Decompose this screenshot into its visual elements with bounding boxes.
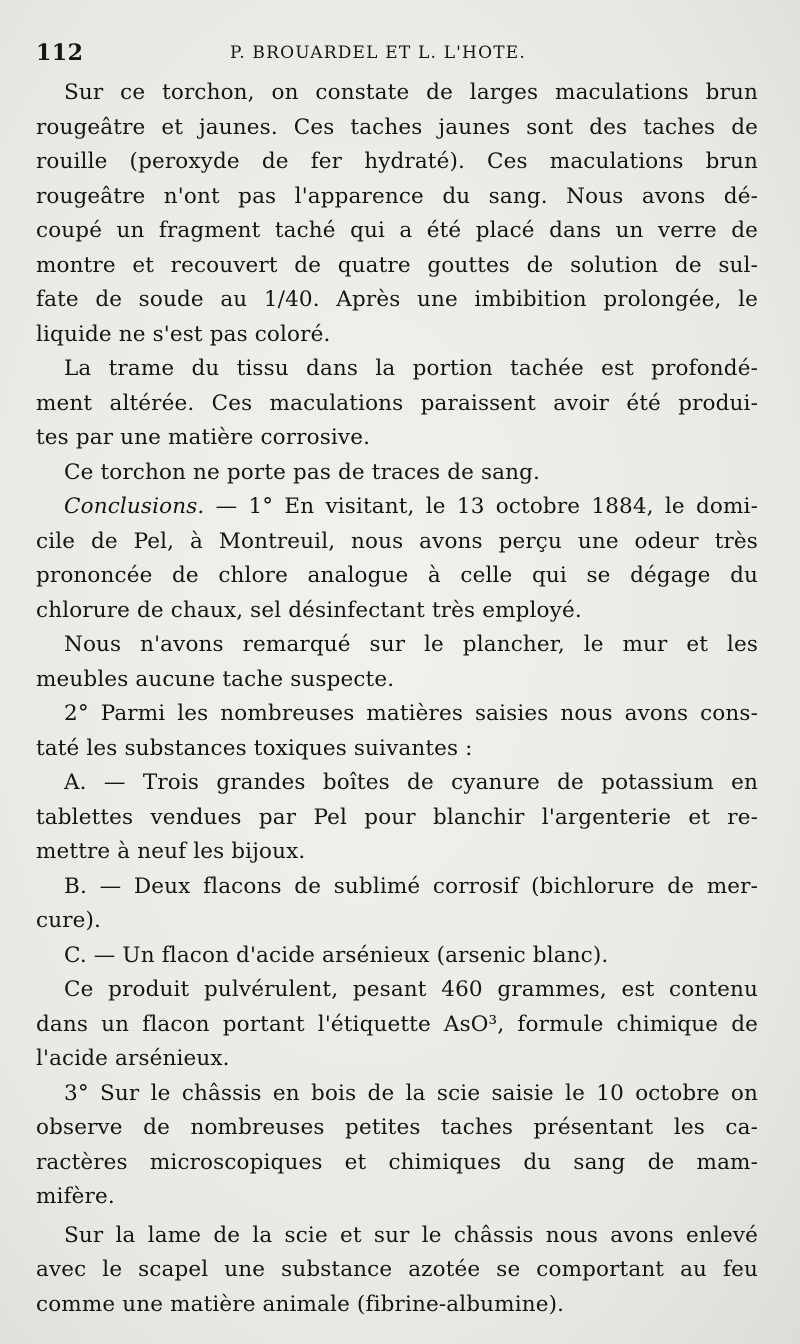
text-line	[36, 1111, 758, 1146]
text-line-content: chlorure de chaux, sel désinfectant très employé.	[36, 597, 582, 623]
text-line-content: coupé un fragment taché qui a été placé dans un verre de	[36, 218, 758, 243]
text-line	[36, 456, 758, 491]
page-number: 112	[36, 40, 84, 66]
text-line-content: A. — Trois grandes boîtes de cyanure de potassium en	[64, 770, 758, 795]
text-line-content: l'acide arsénieux.	[36, 1046, 230, 1071]
text-line	[36, 490, 758, 525]
page-header	[36, 40, 760, 70]
text-line-content: — 1° En visitant, le 13 octobre 1884, le domi-	[204, 494, 758, 519]
text-line-content: comme une matière animale (fibrine-albumine).	[36, 1291, 565, 1317]
text-line-content: prononcée de chlore analogue à celle qui se dégage du	[36, 563, 758, 588]
text-line	[36, 939, 758, 974]
text-line	[36, 1008, 758, 1043]
text-line-content: avec le scapel une substance azotée se comportant au feu	[36, 1257, 758, 1282]
text-line	[36, 835, 758, 870]
text-line	[36, 249, 758, 284]
text-line	[36, 318, 758, 353]
text-line	[36, 628, 758, 663]
text-line	[36, 1288, 758, 1323]
text-line-content: 3° Sur le châssis en bois de la scie saisie le 10 octobre on	[64, 1080, 758, 1106]
text-line-content: taté les substances toxiques suivantes :	[36, 735, 473, 761]
text-line	[36, 1042, 758, 1077]
text-line-content: mifère.	[36, 1184, 115, 1209]
text-line	[36, 1253, 758, 1288]
text-line-content: ractères microscopiques et chimiques du sang de mam-	[36, 1149, 758, 1175]
text-line-content: mettre à neuf les bijoux.	[36, 839, 306, 864]
text-line	[36, 1077, 758, 1112]
text-line	[36, 214, 758, 249]
text-line-content: rouille (peroxyde de fer hydraté). Ces maculations brun	[36, 149, 758, 174]
text-line-content: 2° Parmi les nombreuses matières saisies nous avons cons-	[64, 701, 758, 726]
text-line-content: dans un flacon portant l'étiquette AsO³, formule chimique de	[36, 1011, 758, 1037]
text-line	[36, 111, 758, 146]
text-line	[36, 352, 758, 387]
italic-heading: Conclusions.	[64, 494, 205, 519]
text-line-content: Ce produit pulvérulent, pesant 460 grammes, est contenu	[64, 977, 758, 1002]
text-line	[36, 525, 758, 560]
text-line-content: tes par une matière corrosive.	[36, 425, 371, 450]
text-line-content: meubles aucune tache suspecte.	[36, 666, 395, 692]
text-line	[36, 1180, 758, 1215]
text-line	[36, 766, 758, 801]
text-line-content: observe de nombreuses petites taches présentant les ca-	[36, 1115, 758, 1140]
text-line-content: fate de soude au 1/40. Après une imbibition prolongée, le	[36, 287, 758, 312]
text-line	[36, 283, 758, 318]
running-head: P. BROUARDEL ET L. L'HOTE.	[230, 43, 526, 63]
body-text	[36, 76, 758, 1322]
text-line	[36, 870, 758, 905]
text-line	[36, 76, 758, 111]
text-line-content: Sur la lame de la scie et sur le châssis nous avons enlevé	[64, 1222, 758, 1248]
text-line-content: cure).	[36, 908, 102, 933]
text-line-content: Sur ce torchon, on constate de larges maculations brun	[64, 80, 758, 105]
text-line	[36, 559, 758, 594]
text-line-content: Ce torchon ne porte pas de traces de sang.	[64, 459, 541, 485]
text-line	[36, 387, 758, 422]
text-line	[36, 421, 758, 456]
text-line-content: B. — Deux flacons de sublimé corrosif (bichlorure de mer-	[64, 873, 758, 899]
text-line-content: liquide ne s'est pas coloré.	[36, 321, 331, 347]
text-line	[36, 663, 758, 698]
text-line	[36, 1219, 758, 1254]
text-line-content: rougeâtre et jaunes. Ces taches jaunes sont des taches de	[36, 114, 758, 140]
text-line	[36, 904, 758, 939]
text-line-content: Nous n'avons remarqué sur le plancher, le mur et les	[64, 632, 758, 657]
text-line-content: cile de Pel, à Montreuil, nous avons perçu une odeur très	[36, 528, 758, 554]
text-line	[36, 145, 758, 180]
text-line-content: rougeâtre n'ont pas l'apparence du sang. Nous avons dé-	[36, 183, 758, 209]
text-line	[36, 732, 758, 767]
text-line-content: montre et recouvert de quatre gouttes de solution de sul-	[36, 252, 758, 278]
text-line-content: La trame du tissu dans la portion tachée est profondé-	[64, 356, 758, 381]
text-line	[36, 180, 758, 215]
text-line	[36, 1146, 758, 1181]
text-line	[36, 697, 758, 732]
text-line	[36, 594, 758, 629]
text-line-content: C. — Un flacon d'acide arsénieux (arsenic blanc).	[64, 942, 609, 968]
text-line-content: tablettes vendues par Pel pour blanchir l'argenterie et re-	[36, 804, 758, 830]
text-line	[36, 801, 758, 836]
text-line-content: ment altérée. Ces maculations paraissent avoir été produi-	[36, 390, 758, 416]
text-line	[36, 973, 758, 1008]
